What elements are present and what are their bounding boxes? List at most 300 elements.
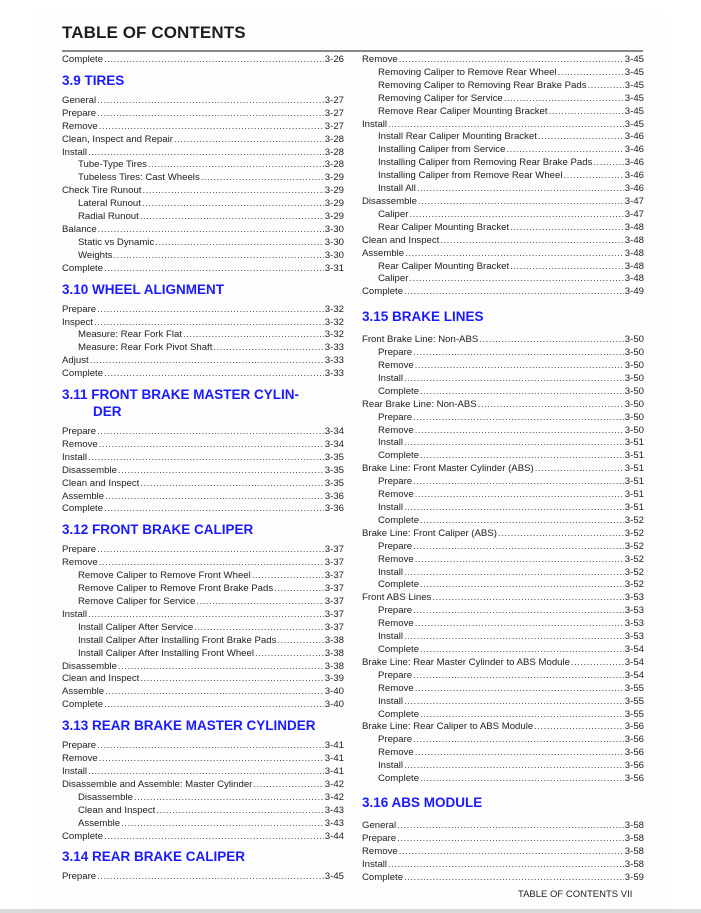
toc-entry-label: Complete [378,385,420,397]
dot-leader [90,355,324,368]
dot-leader [510,222,624,235]
toc-entry-page: 3-42 [324,791,344,803]
toc-entry[interactable] [362,119,644,132]
toc-entry[interactable] [362,273,644,286]
toc-entry[interactable] [362,760,644,773]
section-heading[interactable] [62,281,344,298]
toc-entry-page: 3-40 [324,699,344,711]
toc-entry[interactable] [62,198,344,211]
toc-entry[interactable] [62,557,344,570]
toc-entry[interactable] [362,248,644,261]
toc-entry[interactable] [62,426,344,439]
toc-entry[interactable] [362,683,644,696]
toc-entry[interactable] [62,491,344,504]
toc-entry-label: Install Rear Caliper Mounting Bracket [378,131,537,143]
dot-leader [404,567,624,580]
toc-entry-page: 3-45 [624,66,644,78]
toc-entry-label: Prepare [62,303,97,315]
toc-entry[interactable] [362,412,644,425]
dot-leader [99,439,324,452]
dot-leader [563,170,623,183]
toc-entry[interactable] [62,831,344,844]
dot-leader [99,753,324,766]
toc-entry[interactable] [62,108,344,121]
toc-entry-label: Adjust [62,355,89,367]
toc-entry-label: Complete [378,643,420,655]
toc-entry[interactable] [362,721,644,734]
toc-entry[interactable] [362,209,644,222]
toc-entry[interactable] [362,437,644,450]
toc-entry-label: Complete [378,579,420,591]
toc-entry-label: Remove Rear Caliper Mounting Bracket [378,105,548,117]
toc-entry[interactable] [362,80,644,93]
dot-leader [104,368,324,381]
toc-entry[interactable] [362,463,644,476]
toc-entry[interactable] [362,386,644,399]
toc-entry-label: Measure: Rear Fork Flat [78,329,182,341]
toc-entry[interactable] [362,360,644,373]
toc-entry-page: 3-32 [324,316,344,328]
toc-entry-label: Remove [62,557,98,569]
toc-entry-page: 3-51 [624,437,644,449]
toc-entry[interactable] [362,373,644,386]
dot-leader [558,67,624,80]
dot-leader [405,248,624,261]
toc-entry-label: Install Caliper After Service [78,621,194,633]
toc-entry[interactable] [62,224,344,237]
toc-entry[interactable] [362,450,644,463]
toc-entry[interactable] [362,502,644,515]
toc-entry-page: 3-37 [324,570,344,582]
dot-leader [99,121,324,134]
toc-entry[interactable] [362,106,644,119]
toc-entry-label: Prepare [378,540,413,552]
toc-entry[interactable] [62,211,344,224]
toc-entry[interactable] [362,579,644,592]
toc-entry-label: Brake Line: Rear Master Cylinder to ABS Module [362,656,570,668]
toc-entry-page: 3-55 [624,695,644,707]
toc-entry-label: Tube-Type Tires [78,159,147,171]
toc-entry-page: 3-51 [624,463,644,475]
toc-entry-page: 3-45 [324,871,344,883]
toc-entry-page: 3-48 [624,247,644,259]
toc-entry[interactable] [62,779,344,792]
toc-entry-page: 3-48 [624,221,644,233]
toc-entry[interactable] [62,185,344,198]
dot-leader [510,261,624,274]
toc-entry-page: 3-37 [324,608,344,620]
toc-entry[interactable] [362,222,644,235]
toc-entry[interactable] [362,631,644,644]
toc-entry[interactable] [362,157,644,170]
toc-entry-label: Assemble [78,817,121,829]
toc-entry-page: 3-53 [624,605,644,617]
toc-entry[interactable] [362,567,644,580]
toc-entry[interactable] [62,622,344,635]
toc-entry[interactable] [362,618,644,631]
toc-entry-page: 3-58 [624,819,644,831]
section-heading[interactable] [362,794,644,811]
toc-entry-page: 3-38 [324,634,344,646]
toc-entry[interactable] [62,95,344,108]
toc-entry[interactable] [62,304,344,317]
toc-entry[interactable] [62,648,344,661]
toc-entry-page: 3-28 [324,159,344,171]
toc-entry-label: Weights [78,249,113,261]
dot-leader [113,250,323,263]
dot-leader [97,544,324,557]
dot-leader [97,426,324,439]
toc-entry-page: 3-38 [324,647,344,659]
toc-entry-page: 3-52 [624,527,644,539]
toc-entry-label: Removing Caliper to Removing Rear Brake Pads [378,79,587,91]
toc-entry[interactable] [362,183,644,196]
toc-entry-page: 3-46 [624,131,644,143]
toc-entry-label: Remove [378,618,414,630]
toc-entry[interactable] [62,609,344,622]
dot-leader [397,833,624,846]
toc-entry-page: 3-49 [624,286,644,298]
toc-entry[interactable] [362,286,644,299]
toc-entry-page: 3-56 [624,760,644,772]
toc-entry[interactable] [62,818,344,831]
toc-entry[interactable] [362,425,644,438]
toc-entry[interactable] [362,399,644,412]
toc-entry[interactable] [62,766,344,779]
section-heading-text: 3.9 TIRES [62,72,125,88]
toc-entry-label: Lateral Runout [78,198,141,210]
toc-entry[interactable] [62,121,344,134]
dot-leader [413,670,624,683]
section-heading[interactable] [362,308,644,325]
dot-leader [420,515,624,528]
toc-entry[interactable] [362,696,644,709]
toc-entry[interactable] [62,686,344,699]
toc-entry-label: Complete [62,830,104,842]
dot-leader [174,134,324,147]
dot-leader [118,661,324,674]
dot-leader [413,476,624,489]
toc-entry[interactable] [62,478,344,491]
toc-entry[interactable] [362,67,644,80]
toc-entry-label: Prepare [62,544,97,556]
dot-leader [88,609,324,622]
toc-entry[interactable] [62,661,344,674]
toc-entry-page: 3-29 [324,172,344,184]
toc-entry-label: Complete [362,286,404,298]
section-heading[interactable] [62,848,344,865]
toc-entry-label: Tubeless Tires: Cast Wheels [78,172,200,184]
toc-entry-page: 3-26 [324,54,344,65]
section-heading[interactable] [62,386,344,420]
toc-entry[interactable] [62,740,344,753]
toc-entry[interactable] [362,476,644,489]
toc-entry-page: 3-50 [624,398,644,410]
toc-entry[interactable] [362,709,644,722]
toc-entry-page: 3-33 [324,355,344,367]
toc-entry-page: 3-59 [624,871,644,883]
dot-leader [142,185,323,198]
toc-entry-page: 3-50 [624,372,644,384]
dot-leader [417,183,624,196]
page-footer: TABLE OF CONTENTS VII [518,889,633,900]
toc-entry-label: Remove [378,747,414,759]
section-heading[interactable] [62,521,344,538]
toc-entry[interactable] [362,859,644,872]
toc-entry-label: Radial Runout [78,211,139,223]
toc-entry[interactable] [62,263,344,276]
toc-entry[interactable] [362,747,644,760]
toc-entry[interactable] [62,596,344,609]
dot-leader [415,683,624,696]
dot-leader [104,503,324,516]
toc-entry-label: Install [378,631,404,643]
toc-entry-label: Install [378,760,404,772]
toc-entry-page: 3-58 [624,832,644,844]
toc-entry-label: General [362,819,397,831]
dot-leader [504,93,624,106]
dot-leader [404,502,624,515]
toc-entry-page: 3-45 [624,105,644,117]
toc-entry-label: Remove [378,489,414,501]
toc-entry[interactable] [362,235,644,248]
page-title: TABLE OF CONTENTS [62,23,246,42]
toc-entry[interactable] [62,368,344,381]
toc-entry-page: 3-35 [324,451,344,463]
dot-leader [478,399,624,412]
dot-leader [420,450,624,463]
toc-entry-page: 3-28 [324,133,344,145]
toc-entry[interactable] [62,250,344,263]
toc-entry-page: 3-55 [624,708,644,720]
dot-leader [201,172,324,185]
toc-entry-page: 3-58 [624,858,644,870]
toc-entry[interactable] [362,196,644,209]
toc-entry[interactable] [62,805,344,818]
toc-entry[interactable] [362,833,644,846]
dot-leader [183,329,324,342]
toc-entry[interactable] [362,592,644,605]
toc-entry-page: 3-48 [624,260,644,272]
toc-entry-page: 3-36 [324,503,344,515]
toc-entry-page: 3-48 [624,234,644,246]
toc-entry-page: 3-28 [324,146,344,158]
toc-entry-page: 3-37 [324,596,344,607]
toc-entry[interactable] [62,699,344,712]
toc-entry[interactable] [362,773,644,786]
toc-entry[interactable] [362,261,644,274]
toc-entry[interactable] [62,439,344,452]
toc-entry-page: 3-30 [324,223,344,235]
toc-entry-label: General [62,94,97,106]
toc-entry-label: Assemble [362,247,405,259]
toc-entry-label: Remove [362,54,398,65]
section-heading-text: 3.10 WHEEL ALIGNMENT [62,281,225,297]
toc-entry-page: 3-37 [324,583,344,595]
toc-entry[interactable] [62,329,344,342]
dot-leader [98,224,324,237]
dot-leader [535,463,624,476]
toc-entry-page: 3-45 [624,118,644,130]
toc-entry[interactable] [362,144,644,157]
toc-entry-label: Prepare [378,347,413,359]
toc-entry-page: 3-54 [624,643,644,655]
dot-leader [415,554,624,567]
toc-entry[interactable] [62,544,344,557]
toc-entry[interactable] [62,54,344,67]
toc-entry[interactable] [62,237,344,250]
dot-leader [404,760,624,773]
toc-entry-page: 3-54 [624,656,644,668]
toc-entry-page: 3-36 [324,490,344,502]
toc-entry[interactable] [362,657,644,670]
toc-entry[interactable] [362,554,644,567]
toc-entry[interactable] [362,846,644,859]
dot-leader [105,686,324,699]
section-heading[interactable] [62,717,344,734]
toc-entry[interactable] [362,131,644,144]
toc-entry-label: Installing Caliper from Service [378,144,506,156]
toc-entry-label: Brake Line: Front Caliper (ABS) [362,527,497,539]
dot-leader [420,386,624,399]
toc-entry-page: 3-41 [324,753,344,765]
toc-entry-label: Prepare [62,871,97,883]
toc-entry[interactable] [362,644,644,657]
toc-entry-label: Front ABS Lines [362,592,432,604]
toc-entry[interactable] [62,342,344,355]
toc-entry-page: 3-32 [324,329,344,341]
toc-entry[interactable] [62,792,344,805]
toc-entry[interactable] [62,134,344,147]
toc-entry-label: Complete [378,773,420,785]
toc-entry[interactable] [62,159,344,172]
toc-entry[interactable] [362,528,644,541]
toc-entry-label: Prepare [378,669,413,681]
toc-entry[interactable] [362,489,644,502]
dot-leader [397,820,624,833]
toc-entry-label: Complete [62,503,104,515]
dot-leader [97,108,324,121]
toc-entry[interactable] [62,753,344,766]
toc-entry[interactable] [62,317,344,330]
toc-entry-page: 3-51 [624,476,644,488]
toc-entry[interactable] [62,172,344,185]
toc-entry-label: Prepare [378,734,413,746]
toc-entry[interactable] [62,465,344,478]
toc-entry-label: Install [62,765,88,777]
toc-entry-label: Prepare [378,411,413,423]
dot-leader [404,286,624,299]
section-heading-continuation: DER [93,404,122,420]
dot-leader [252,570,324,583]
toc-entry-label: Removing Caliper for Service [378,92,503,104]
toc-entry-label: Balance [62,223,97,235]
dot-leader [420,579,624,592]
toc-entry-page: 3-46 [624,144,644,156]
toc-entry[interactable] [362,93,644,106]
toc-entry-label: Complete [378,514,420,526]
toc-entry[interactable] [62,355,344,368]
toc-entry-page: 3-43 [324,817,344,829]
toc-entry[interactable] [362,347,644,360]
toc-entry[interactable] [62,673,344,686]
toc-entry[interactable] [362,334,644,347]
toc-entry-label: Installing Caliper from Removing Rear Brake Pads [378,157,593,169]
toc-entry-page: 3-53 [624,618,644,630]
toc-entry[interactable] [62,570,344,583]
dot-leader [420,644,624,657]
dot-leader [479,334,624,347]
toc-entry[interactable] [62,503,344,516]
toc-entry[interactable] [62,871,344,884]
toc-entry[interactable] [362,541,644,554]
toc-entry-label: Install [362,118,388,130]
toc-entry-label: Brake Line: Rear Caliper to ABS Module [362,721,534,733]
toc-entry-label: Prepare [62,740,97,752]
section-heading[interactable] [62,72,344,89]
dot-leader [409,273,623,286]
toc-entry[interactable] [62,583,344,596]
toc-entry-label: Remove [62,120,98,132]
section-heading-text: 3.16 ABS MODULE [362,794,483,810]
section-heading-text: 3.12 FRONT BRAKE CALIPER [62,522,254,538]
toc-entry[interactable] [362,170,644,183]
toc-entry[interactable] [362,872,644,885]
toc-entry-label: Install Caliper After Installing Front Brake Pads [78,634,277,646]
toc-entry[interactable] [62,452,344,465]
section-heading-text: 3.11 FRONT BRAKE MASTER CYLIN- [62,387,300,403]
toc-entry[interactable] [362,54,644,67]
toc-entry-label: Rear Caliper Mounting Bracket [378,221,510,233]
toc-entry[interactable] [362,515,644,528]
toc-entry-label: Remove [378,360,414,372]
toc-entry-page: 3-56 [624,747,644,759]
toc-entry-page: 3-52 [624,579,644,591]
toc-entry-page: 3-54 [624,669,644,681]
dot-leader [104,699,324,712]
toc-entry[interactable] [362,734,644,747]
toc-entry-page: 3-52 [624,553,644,565]
dot-leader [404,696,624,709]
dot-leader [255,648,324,661]
toc-entry-page: 3-34 [324,426,344,438]
toc-entry-page: 3-27 [324,94,344,106]
toc-entry[interactable] [62,635,344,648]
toc-entry-page: 3-41 [324,765,344,777]
toc-entry[interactable] [362,820,644,833]
toc-entry-label: Install [378,372,404,384]
toc-entry-page: 3-51 [624,489,644,501]
toc-entry-label: Disassemble [62,660,117,672]
toc-entry[interactable] [362,605,644,618]
toc-entry-label: Remove [378,553,414,565]
dot-leader [549,106,624,119]
dot-leader [121,818,324,831]
toc-entry-label: Rear Brake Line: Non-ABS [362,398,477,410]
dot-leader [415,489,624,502]
dot-leader [571,657,624,670]
dot-leader [253,779,323,792]
toc-entry-label: Complete [62,699,104,711]
toc-entry-label: Remove [62,753,98,765]
dot-leader [404,872,624,885]
toc-entry-label: Front Brake Line: Non-ABS [362,334,479,346]
toc-entry[interactable] [362,670,644,683]
toc-entry-page: 3-35 [324,464,344,476]
toc-entry-label: Remove Caliper to Remove Front Wheel [78,570,251,582]
toc-entry[interactable] [62,147,344,160]
toc-entry-page: 3-55 [624,682,644,694]
